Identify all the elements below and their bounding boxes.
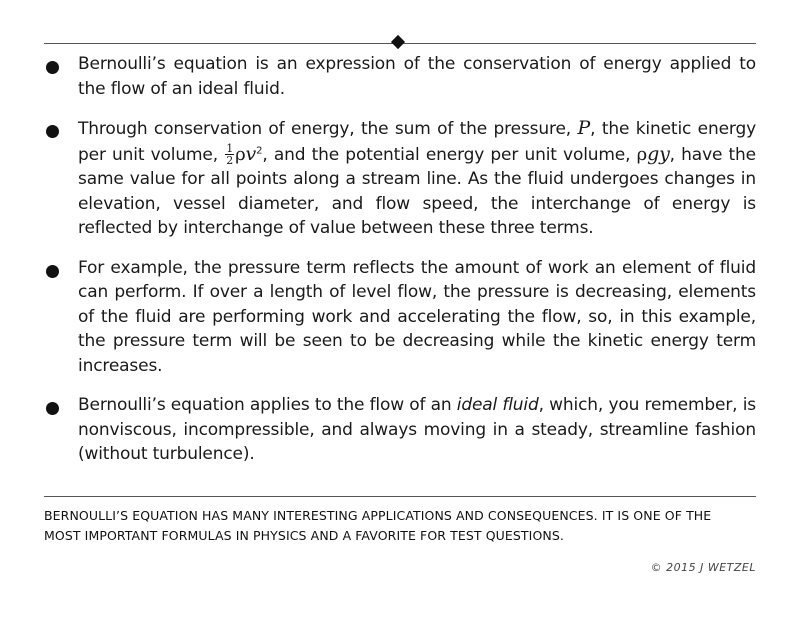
footer-line-1: BERNOULLI’S EQUATION HAS MANY INTERESTING APPLICATIONS AND CONSEQUENCES. IT IS ONE OF THE (44, 508, 712, 523)
pressure-symbol: P (577, 117, 591, 139)
bullet-dot-icon (46, 402, 59, 415)
bullet-list (44, 52, 756, 482)
bullet-text: Through conservation of energy, the sum of the pressure, P, the kinetic energy per unit volume, $\frac{1}{2}$ $\rho v^2$, and the potential energy per unit volume, ρgy, have the same value for all points along a stream line. As the fluid undergoes changes in elevation, vessel diameter, and flow speed, the interchange of energy is reflected by interchange of value between these three terms. (78, 117, 757, 238)
bottom-divider (44, 496, 756, 497)
copyright: © 2015 J WETZEL (650, 561, 756, 574)
footer-note (44, 506, 756, 546)
bullet-text: Bernoulli’s equation is an expression of the conservation of energy applied to the flow of an ideal fluid. (78, 54, 756, 99)
bullet-item-4 (44, 393, 756, 467)
bullet-dot-icon (46, 61, 59, 74)
bullet-dot-icon (46, 265, 59, 278)
diamond-ornament-icon (391, 35, 405, 49)
bullet-item-2 (44, 116, 756, 241)
bullet-item-3 (44, 256, 756, 379)
bullet-item-1 (44, 52, 756, 101)
bullet-text: Bernoulli’s equation applies to the flow of an ideal fluid, which, you remember, is nonviscous, incompressible, and always moving in a steady, streamline fashion (without turbulence). (78, 395, 756, 464)
fraction-one-half: $\frac{1}{2}$ (226, 142, 234, 167)
bullet-text: For example, the pressure term reflects the amount of work an element of fluid can perform. If over a length of level flow, the pressure is decreasing, elements of the fluid are performing work and accelerating the flow, so, in this example, the pressure term will be seen to be decreasing while the kinetic energy term increases. (78, 257, 756, 376)
bullet-dot-icon (46, 125, 59, 138)
footer-line-2: MOST IMPORTANT FORMULAS IN PHYSICS AND A FAVORITE FOR TEST QUESTIONS. (44, 528, 564, 543)
ideal-fluid-term: ideal fluid (456, 395, 539, 415)
